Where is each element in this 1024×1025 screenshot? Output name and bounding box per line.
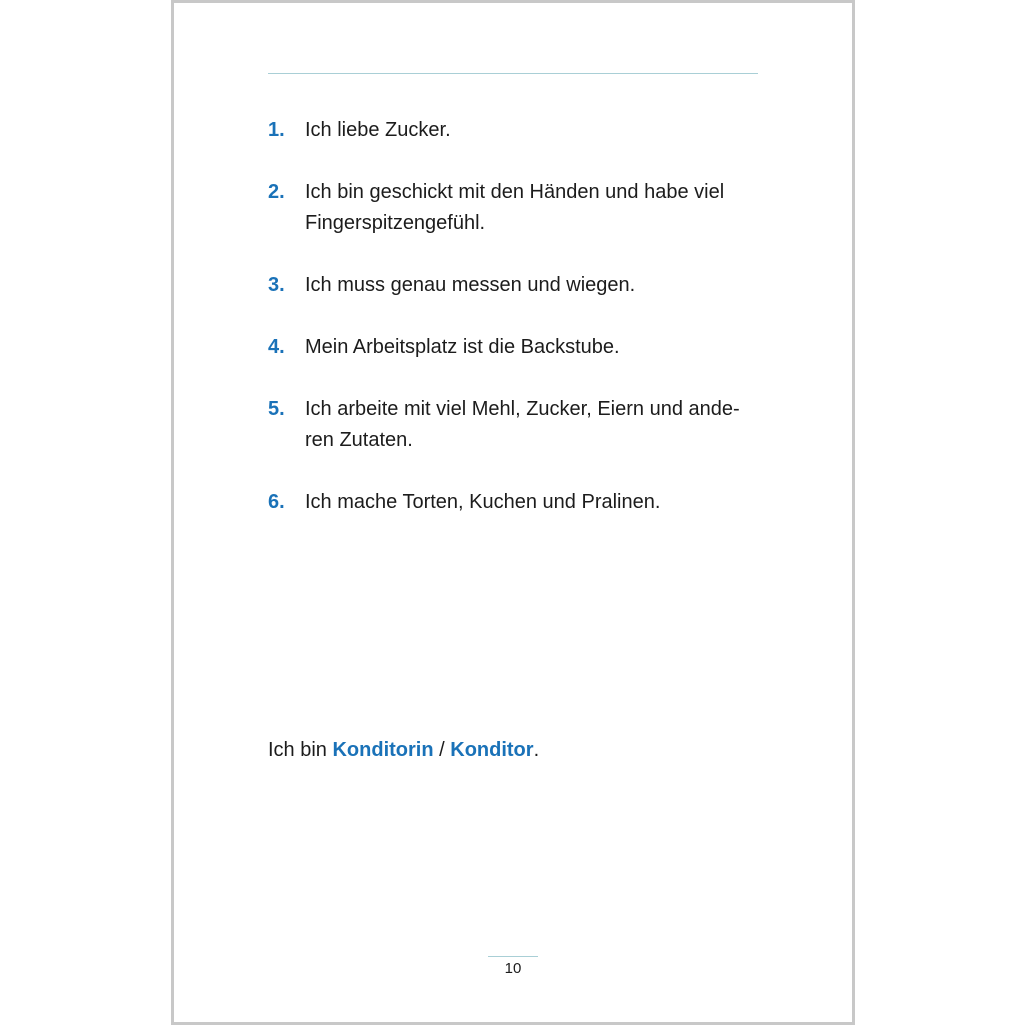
answer-separator: / (433, 739, 451, 761)
item-text: Ich mache Torten, Kuchen und Pralinen. (305, 491, 661, 513)
answer-term-male: Konditor (450, 739, 534, 761)
item-text: Mein Arbeitsplatz ist die Backstube. (305, 336, 620, 358)
top-rule (268, 73, 758, 74)
conclusion-suffix: . (533, 739, 540, 761)
item-text: Ich muss genau messen und wiegen. (305, 274, 636, 296)
conclusion-prefix: Ich bin (268, 739, 333, 761)
item-text-line-2: Fingerspitzengefühl. (305, 212, 486, 234)
item-number: 1. (268, 119, 285, 141)
footer-rule (488, 956, 538, 957)
item-number: 5. (268, 398, 285, 420)
item-text-line-2: ren Zutaten. (305, 429, 413, 451)
answer-term-female: Konditorin (332, 739, 434, 761)
item-number: 4. (268, 336, 285, 358)
item-text-line-1: Ich bin geschickt mit den Händen und habe viel (305, 181, 725, 203)
page-number: 10 (504, 960, 522, 977)
conclusion-sentence (268, 735, 539, 766)
item-number: 2. (268, 181, 285, 203)
item-text-line-1: Ich arbeite mit viel Mehl, Zucker, Eiern und ande- (305, 398, 740, 420)
item-text: Ich liebe Zucker. (305, 119, 451, 141)
item-number: 6. (268, 491, 285, 513)
item-number: 3. (268, 274, 285, 296)
